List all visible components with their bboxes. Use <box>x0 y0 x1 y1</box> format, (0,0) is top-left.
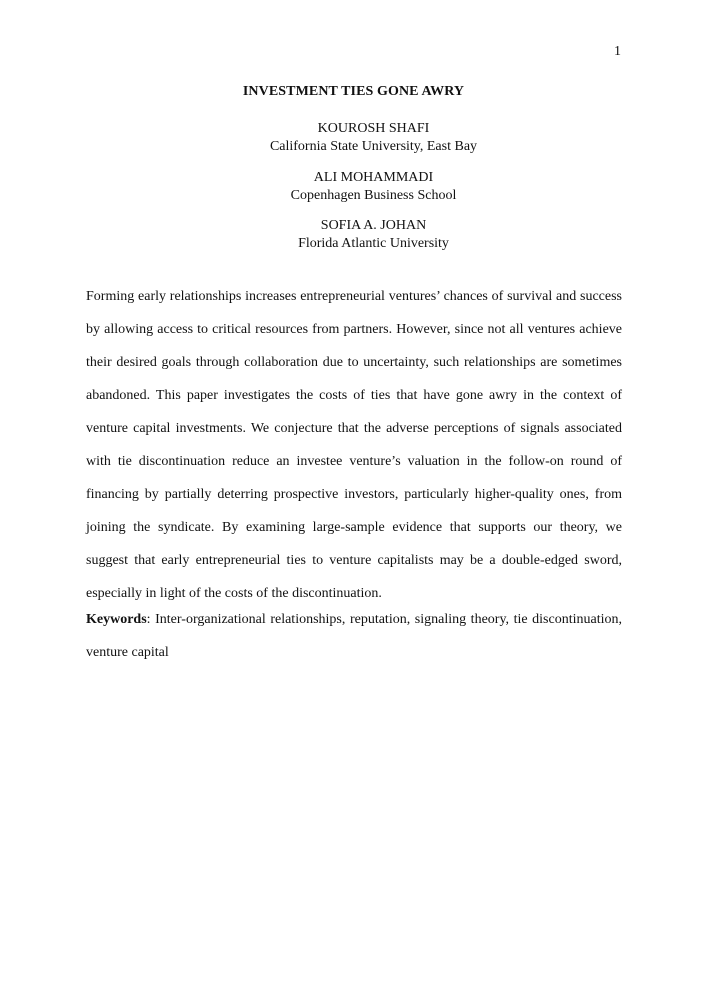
author-affiliation: Copenhagen Business School <box>290 188 457 203</box>
author-name: KOUROSH SHAFI <box>317 121 430 136</box>
author-block <box>0 169 707 205</box>
keywords-label: Keywords <box>86 612 147 627</box>
author-block <box>0 120 707 156</box>
author-affiliation: Florida Atlantic University <box>298 236 449 251</box>
author-name: ALI MOHAMMADI <box>313 170 434 185</box>
keywords-text: : Inter-organizational relationships, reputation, signaling theory, tie discontinuation, venture capital <box>86 612 622 660</box>
paper-title: INVESTMENT TIES GONE AWRY <box>242 84 465 99</box>
page-number: 1 <box>614 44 621 59</box>
abstract-text: Forming early relationships increases entrepreneurial ventures’ chances of survival and success by allowing access to critical resources from partners. However, since not all ventures achieve their desired goals through collaboration due to uncertainty, such relationships are sometimes abandoned. This paper investigates the costs of ties that have gone awry in the context of venture capital investments. We conjecture that the adverse perceptions of signals associated with tie discontinuation reduce an investee venture’s valuation in the follow-on round of financing by partially deterring prospective investors, particularly higher-quality ones, from joining the syndicate. By examining large-sample evidence that supports our theory, we suggest that early entrepreneurial ties to venture capitalists may be a double-edged sword, especially in light of the costs of the discontinuation. <box>86 289 622 601</box>
keywords-paragraph <box>86 603 622 669</box>
author-name: SOFIA A. JOHAN <box>320 218 427 233</box>
author-affiliation: California State University, East Bay <box>269 139 478 154</box>
author-block <box>0 217 707 253</box>
